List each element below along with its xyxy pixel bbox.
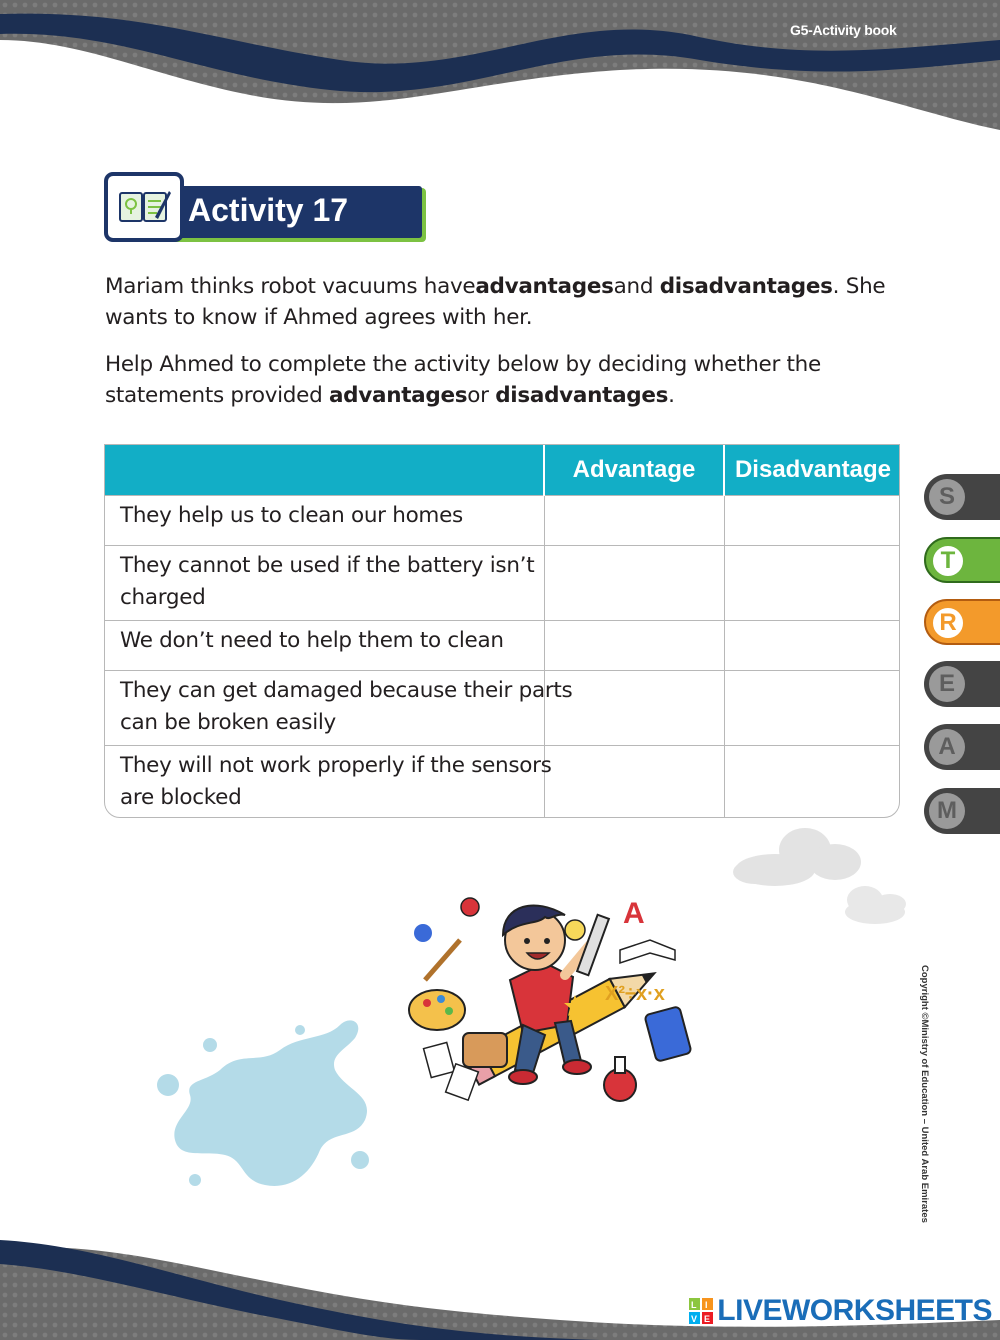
stream-tab-m[interactable]: M xyxy=(924,788,1000,834)
disadvantage-answer-cell[interactable] xyxy=(724,746,900,819)
svg-text:A: A xyxy=(623,897,645,930)
intro-paragraph-2: Help Ahmed to complete the activity below by deciding whether the statements provided advantagesor disadvantages. xyxy=(105,352,821,408)
header-statement xyxy=(105,445,544,496)
advantage-answer-cell[interactable] xyxy=(544,496,724,546)
stream-tab-a[interactable]: A xyxy=(924,724,1000,770)
table-row xyxy=(105,671,900,746)
advantage-answer-cell[interactable] xyxy=(544,546,724,621)
intro-paragraph-1: Mariam thinks robot vacuums haveadvantagesand disadvantages. She wants to know if Ahmed agrees with her. xyxy=(105,274,886,330)
book-label: G5-Activity book xyxy=(790,22,897,38)
activity-title: Activity 17 xyxy=(188,192,349,228)
statement-cell: We don’t need to help them to clean xyxy=(105,621,544,671)
svg-text:E: E xyxy=(704,1314,711,1324)
statement-cell: They help us to clean our homes xyxy=(105,496,544,546)
paint-splash-illustration xyxy=(150,1010,390,1214)
advantages-table xyxy=(104,444,900,818)
activity-banner xyxy=(104,172,426,242)
statement-cell: They can get damaged because their parts can be broken easily xyxy=(105,671,544,746)
table-header-row xyxy=(105,445,900,496)
table-row xyxy=(105,496,900,546)
stream-tab-e[interactable]: E xyxy=(924,661,1000,707)
table-row xyxy=(105,621,900,671)
svg-text:V: V xyxy=(691,1314,698,1324)
svg-text:I: I xyxy=(705,1300,708,1310)
disadvantage-answer-cell[interactable] xyxy=(724,621,900,671)
advantage-answer-cell[interactable] xyxy=(544,746,724,819)
header-disadvantage: Disadvantage xyxy=(724,445,900,496)
liveworksheets-text: LIVEWORKSHEETS xyxy=(717,1294,992,1327)
stream-tab-t[interactable]: T xyxy=(924,537,1000,583)
liveworksheets-badge-icon xyxy=(689,1298,713,1324)
svg-text:L: L xyxy=(691,1300,697,1310)
svg-text:X²÷x·x: X²÷x·x xyxy=(605,983,665,1005)
liveworksheets-logo xyxy=(689,1294,992,1328)
disadvantage-answer-cell[interactable] xyxy=(724,496,900,546)
notebook-pencil-icon xyxy=(104,172,184,242)
boy-on-pencil-illustration xyxy=(405,885,705,1114)
table-row xyxy=(105,746,900,819)
stream-tab-r[interactable]: R xyxy=(924,599,1000,645)
stream-tab-s[interactable]: S xyxy=(924,474,1000,520)
cloud-illustration xyxy=(725,820,915,934)
disadvantage-answer-cell[interactable] xyxy=(724,671,900,746)
header-advantage: Advantage xyxy=(544,445,724,496)
copyright-notice: Copyright ©Ministry of Education – United Arab Emirates xyxy=(919,965,930,1223)
disadvantage-answer-cell[interactable] xyxy=(724,546,900,621)
table-row xyxy=(105,546,900,621)
advantage-answer-cell[interactable] xyxy=(544,621,724,671)
statement-cell: They will not work properly if the sensors are blocked xyxy=(105,746,544,819)
statement-cell: They cannot be used if the battery isn’t charged xyxy=(105,546,544,621)
